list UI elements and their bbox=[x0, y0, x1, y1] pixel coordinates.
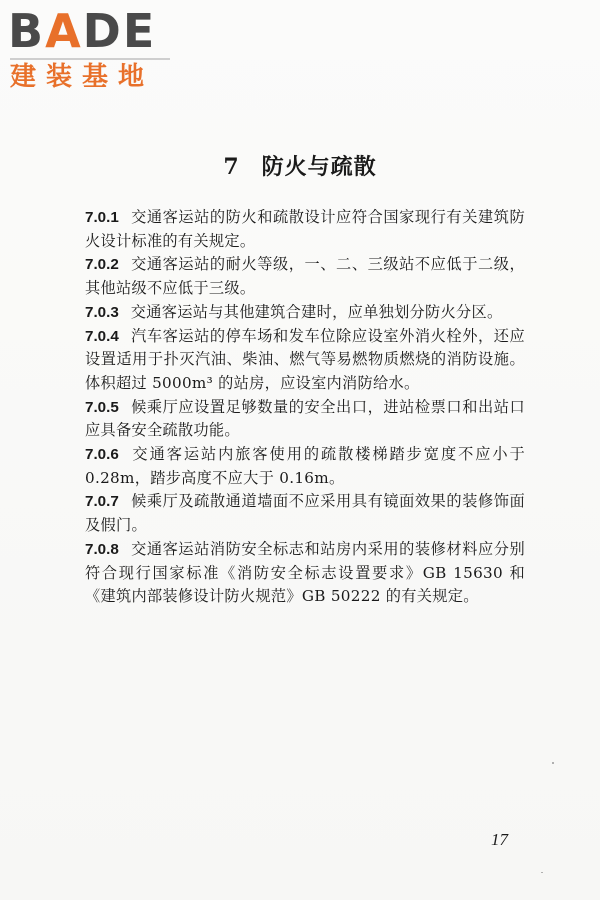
clause-item bbox=[85, 538, 525, 609]
logo-letter-a: A bbox=[45, 4, 83, 58]
clause-text: 交通客运站的防火和疏散设计应符合国家现行有关建筑防火设计标准的有关规定。 bbox=[85, 208, 525, 250]
clause-text: 交通客运站与其他建筑合建时，应单独划分防火分区。 bbox=[130, 302, 503, 321]
clause-number: 7.0.3 bbox=[85, 303, 119, 321]
logo-wordmark bbox=[8, 6, 156, 56]
clause-number: 7.0.4 bbox=[85, 327, 119, 345]
clause-text: 交通客运站的耐火等级，一、二、三级站不应低于二级，其他站级不应低于三级。 bbox=[85, 255, 525, 298]
clause-item bbox=[85, 206, 525, 253]
clause-text: 候乘厅及疏散通道墙面不应采用具有镜面效果的装修饰面及假门。 bbox=[85, 492, 525, 535]
clause-item bbox=[85, 490, 525, 537]
clause-text: 候乘厅应设置足够数量的安全出口，进站检票口和出站口应具备安全疏散功能。 bbox=[85, 397, 525, 440]
page-number: 17 bbox=[491, 830, 508, 849]
logo-divider bbox=[10, 58, 170, 60]
clause-number: 7.0.7 bbox=[85, 493, 119, 511]
clause-number: 7.0.8 bbox=[85, 540, 119, 558]
clause-list bbox=[85, 206, 525, 609]
scan-speck bbox=[552, 762, 554, 764]
bade-logo bbox=[8, 6, 178, 96]
clause-item bbox=[85, 301, 525, 325]
chapter-number: 7 bbox=[223, 154, 240, 180]
chapter-title: 防火与疏散 bbox=[261, 154, 377, 180]
clause-text: 交通客运站消防安全标志和站房内采用的装修材料应分别符合现行国家标准《消防安全标志设置要求》GB 15630 和《建筑内部装修设计防火规范》GB 50222 的有关规定。 bbox=[85, 539, 525, 606]
clause-number: 7.0.2 bbox=[85, 256, 119, 274]
clause-number: 7.0.5 bbox=[85, 398, 119, 416]
chapter-heading bbox=[0, 150, 600, 181]
logo-subtitle: 建装基地 bbox=[10, 62, 155, 92]
clause-number: 7.0.1 bbox=[85, 209, 119, 226]
scan-speck bbox=[541, 872, 543, 873]
clause-text: 汽车客运站的停车场和发车位除应设室外消火栓外，还应设置适用于扑灭汽油、柴油、燃气等易燃物质燃烧的消防设施。体积超过 5000m³ 的站房，应设室内消防给水。 bbox=[85, 326, 525, 392]
logo-letter-b: B bbox=[8, 4, 46, 58]
clause-item bbox=[85, 396, 525, 443]
clause-number: 7.0.6 bbox=[85, 446, 119, 464]
clause-item bbox=[85, 443, 525, 490]
clause-text: 交通客运站内旅客使用的疏散楼梯踏步宽度不应小于0.28m，踏步高度不应大于 0.16m。 bbox=[85, 445, 525, 487]
clause-item bbox=[85, 325, 525, 396]
clause-item bbox=[85, 253, 525, 300]
logo-letters-de: DE bbox=[82, 4, 157, 58]
